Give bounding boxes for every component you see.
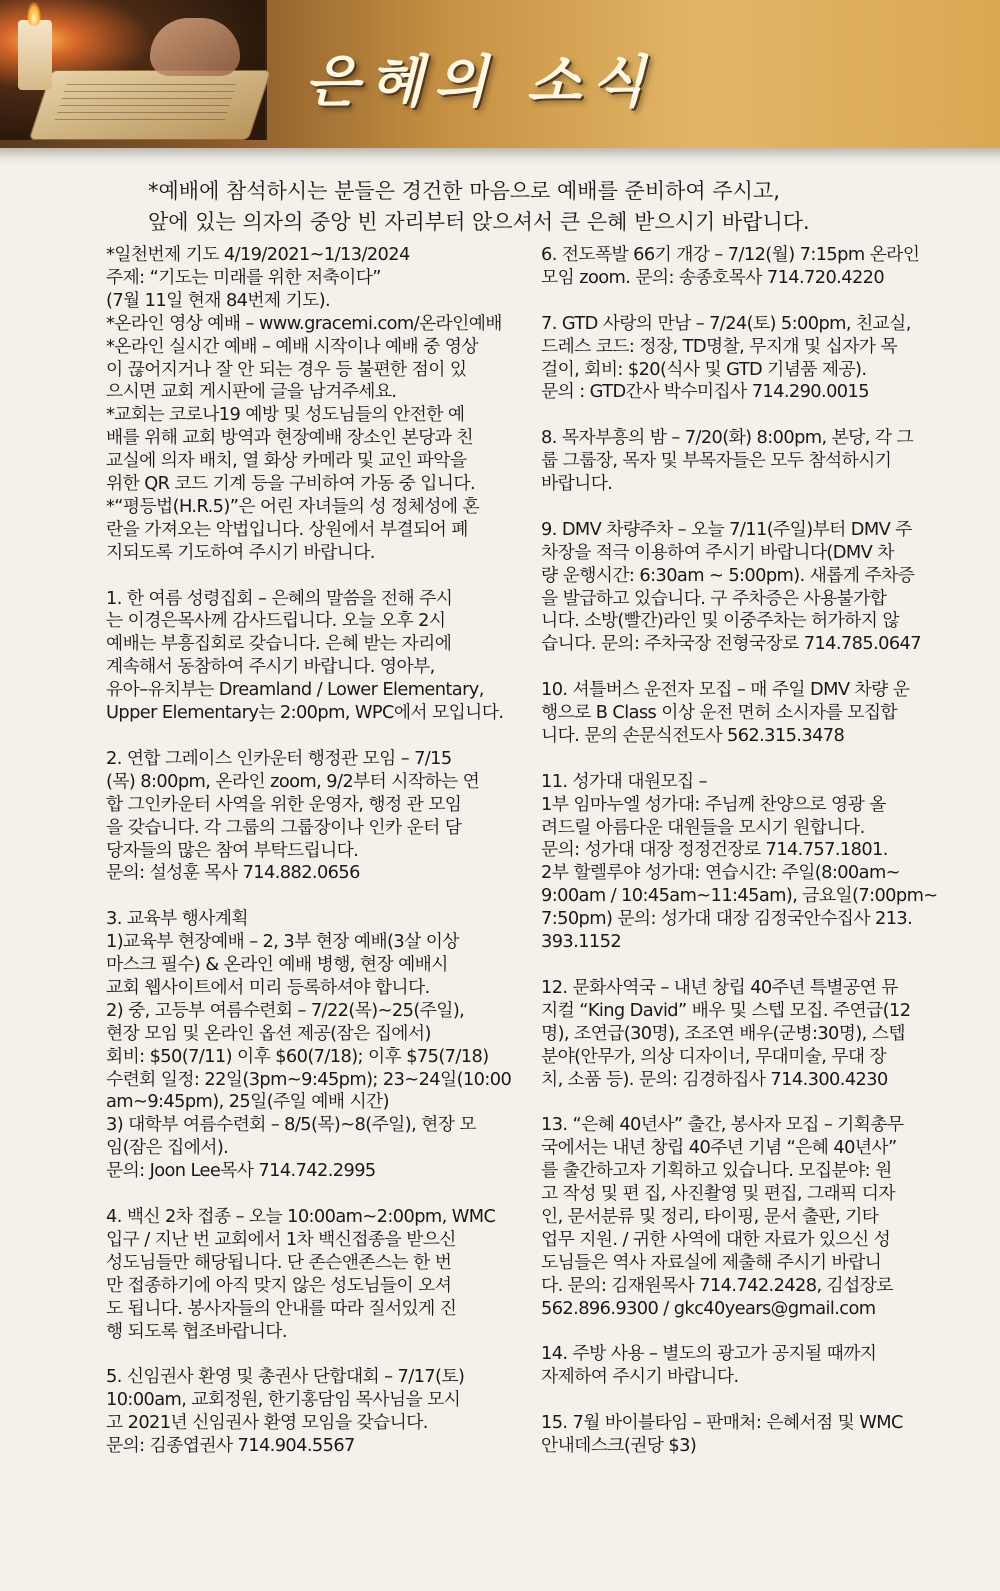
candle-image [18, 20, 52, 90]
candle-bible-photo [0, 0, 267, 140]
intro-line-1: *예배에 참석하시는 분들은 경건한 마음으로 예배를 준비하여 주시고, [148, 179, 780, 203]
intro-notice [148, 176, 978, 238]
notice-item-10: 10. 셔틀버스 운전자 모집 – 매 주일 DMV 차량 운 행으로 B Class 이상 운전 면허 소시자를 모집합 니다. 문의 손문식전도사 562.315.3478 [541, 679, 910, 746]
notice-item-5: 5. 신임권사 환영 및 총권사 단합대회 – 7/17(토) 10:00am, 교회정원, 한기홍담임 목사님을 모시 고 2021년 신임권사 환영 모임을 갖습니다. 문의: 김종엽권사 714.904.5567 [106, 1366, 465, 1457]
right-column [541, 244, 963, 1481]
notice-item-13: 13. “은혜 40년사” 출간, 봉사자 모집 – 기획총무 국에서는 내년 창립 40주년 기념 “은혜 40년사” 를 출간하고자 기획하고 있습니다. 모집분야: 원 고 작성 및 편 집, 사진촬영 및 편집, 그래픽 디자 인, 문서분류 및 정리, 타이핑, 문서 출판, 기타 업무 지원. / 귀한 사역에 대한 자료가 있으신 성 도님들은 역사 자료실에 제출해 주시기 바랍니 다. 문의: 김재원목사 714.742.2428, 김섭장로 562.896.9300 / gkc40years@gmail.com [541, 1114, 904, 1319]
header-banner [0, 0, 1000, 150]
notice-item-4: 4. 백신 2차 접종 – 오늘 10:00am~2:00pm, WMC 입구 / 지난 번 교회에서 1차 백신접종을 받으신 성도님들만 해당됩니다. 단 존슨앤존스는 한 번 만 접종하기에 아직 맞지 않은 성도님들이 오셔 도 됩니다. 봉사자들의 안내를 따라 질서있게 진 행 되도록 협조바랍니다. [106, 1206, 496, 1342]
notice-item-3: 3. 교육부 행사계획 1)교육부 현장예배 – 2, 3부 현장 예배(3살 이상 마스크 필수) & 온라인 예배 병행, 현장 예배시 교회 웹사이트에서 미리 등록하셔야 합니다. 2) 중, 고등부 여름수련회 – 7/22(목)~25(주일), 현장 모임 및 온라인 옵션 제공(잠은 집에서) 회비: $50(7/11) 이후 $60(7/18); 이후 $75(7/18) 수련회 일정: 22일(3pm~9:45pm); 23~24일(10:00 am~9:45pm), 25일(주일 예배 시간) 3) 대학부 여름수련회 – 8/5(목)~8(주일), 현장 모 임(잠은 집에서). 문의: Joon Lee목사 714.742.2995 [106, 908, 512, 1182]
notice-item-1: 1. 한 여름 성령집회 – 은혜의 말씀을 전해 주시 는 이경은목사께 감사드립니다. 오늘 오후 2시 예배는 부흥집회로 갖습니다. 은혜 받는 자리에 계속해서 동참하여 주시기 바랍니다. 영아부, 유아–유치부는 Dreamland / Lower Elementary, Upper Elementary는 2:00pm, WPC에서 모입니다. [106, 587, 504, 724]
notice-item-11: 11. 성가대 대원모집 – 1부 임마누엘 성가대: 주님께 찬양으로 영광 올 려드릴 아름다운 대원들을 모시기 원합니다. 문의: 성가대 대장 정정건장로 714.757.1801. 2부 할렐루야 성가대: 연습시간: 주일(8:00am~ 9:00am / 10:45am~11:45am), 금요일(7:00pm~ 7:50pm) 문의: 성가대 대장 김정국안수집사 213. 393.1152 [541, 770, 938, 953]
candle-flame-icon [27, 2, 41, 26]
header-divider [0, 148, 1000, 166]
notice-item-6: 6. 전도폭발 66기 개강 – 7/12(월) 7:15pm 온라인 모임 zoom. 문의: 송종호목사 714.720.4220 [541, 244, 920, 288]
intro-line-2: 앞에 있는 의자의 중앙 빈 자리부터 앉으셔서 큰 은혜 받으시기 바랍니다. [148, 210, 810, 234]
notice-item-15: 15. 7월 바이블타임 – 판매처: 은혜서점 및 WMC 안내데스크(권당 $3) [541, 1412, 903, 1456]
praying-hands-image [150, 18, 240, 76]
bible-text-lines [54, 84, 237, 124]
notice-item-14: 14. 주방 사용 – 별도의 광고가 공지될 때까지 자제하여 주시기 바랍니다. [541, 1343, 877, 1388]
notice-general: *일천번제 기도 4/19/2021~1/13/2024 주제: “기도는 미래를 위한 저축이다” (7월 11일 현재 84번제 기도). *온라인 영상 예배 – www.gracemi.com/온라인예배 *온라인 실시간 예배 – 예배 시작이나 예배 중 영상 이 끊어지거나 잘 안 되는 경우 등 불편한 점이 있 으시면 교회 게시판에 글을 남겨주세요. *교회는 코로나19 예방 및 성도님들의 안전한 예 배를 위해 교회 방역과 현장예배 장소인 본당과 친 교실에 의자 배치, 열 화상 카메라 및 교인 파악을 위한 QR 코드 기계 등을 구비하여 가동 중 입니다. *“평등법(H.R.5)”은 어린 자녀들의 성 정체성에 혼 란을 가져오는 악법입니다. 상원에서 부결되어 폐 지되도록 기도하여 주시기 바랍니다. [106, 244, 502, 563]
notice-item-7: 7. GTD 사랑의 만남 – 7/24(토) 5:00pm, 친교실, 드레스 코드: 정장, TD명찰, 무지개 및 십자가 목 걸이, 회비: $20(식사 및 GTD 기념품 제공). 문의 : GTD간사 박수미집사 714.290.0015 [541, 312, 911, 403]
page-title: 은혜의 소식 [305, 50, 655, 115]
left-column [106, 244, 528, 1481]
notice-item-8: 8. 목자부흥의 밤 – 7/20(화) 8:00pm, 본당, 각 그 룹 그룹장, 목자 및 부목자들은 모두 참석하시기 바랍니다. [541, 427, 914, 495]
notice-item-2: 2. 연합 그레이스 인카운터 행정관 모임 – 7/15 (목) 8:00pm, 온라인 zoom, 9/2부터 시작하는 연 합 그인카운터 사역을 위한 운영자, 행정 관 모임 을 갖습니다. 각 그룹의 그룹장이나 인카 운터 담 당자들의 많은 참여 부탁드립니다. 문의: 설성훈 목사 714.882.0656 [106, 747, 480, 884]
notice-item-12: 12. 문화사역국 – 내년 창립 40주년 특별공연 뮤 지컬 “King David” 배우 및 스텝 모집. 주연급(12 명), 조연급(30명), 조조연 배우(군병:30명), 스텝 분야(안무가, 의상 디자이너, 무대미술, 무대 장 치, 소품 등). 문의: 김경하집사 714.300.4230 [541, 976, 911, 1090]
notice-item-9: 9. DMV 차량주차 – 오늘 7/11(주일)부터 DMV 주 차장을 적극 이용하여 주시기 바랍니다(DMV 차 량 운행시간: 6:30am ~ 5:00pm). 새롭게 주차증 을 발급하고 있습니다. 구 주차증은 사용불가합 니다. 소방(빨간)라인 및 이중주차는 허가하지 않 습니다. 문의: 주차국장 전형국장로 714.785.0647 [541, 518, 921, 655]
